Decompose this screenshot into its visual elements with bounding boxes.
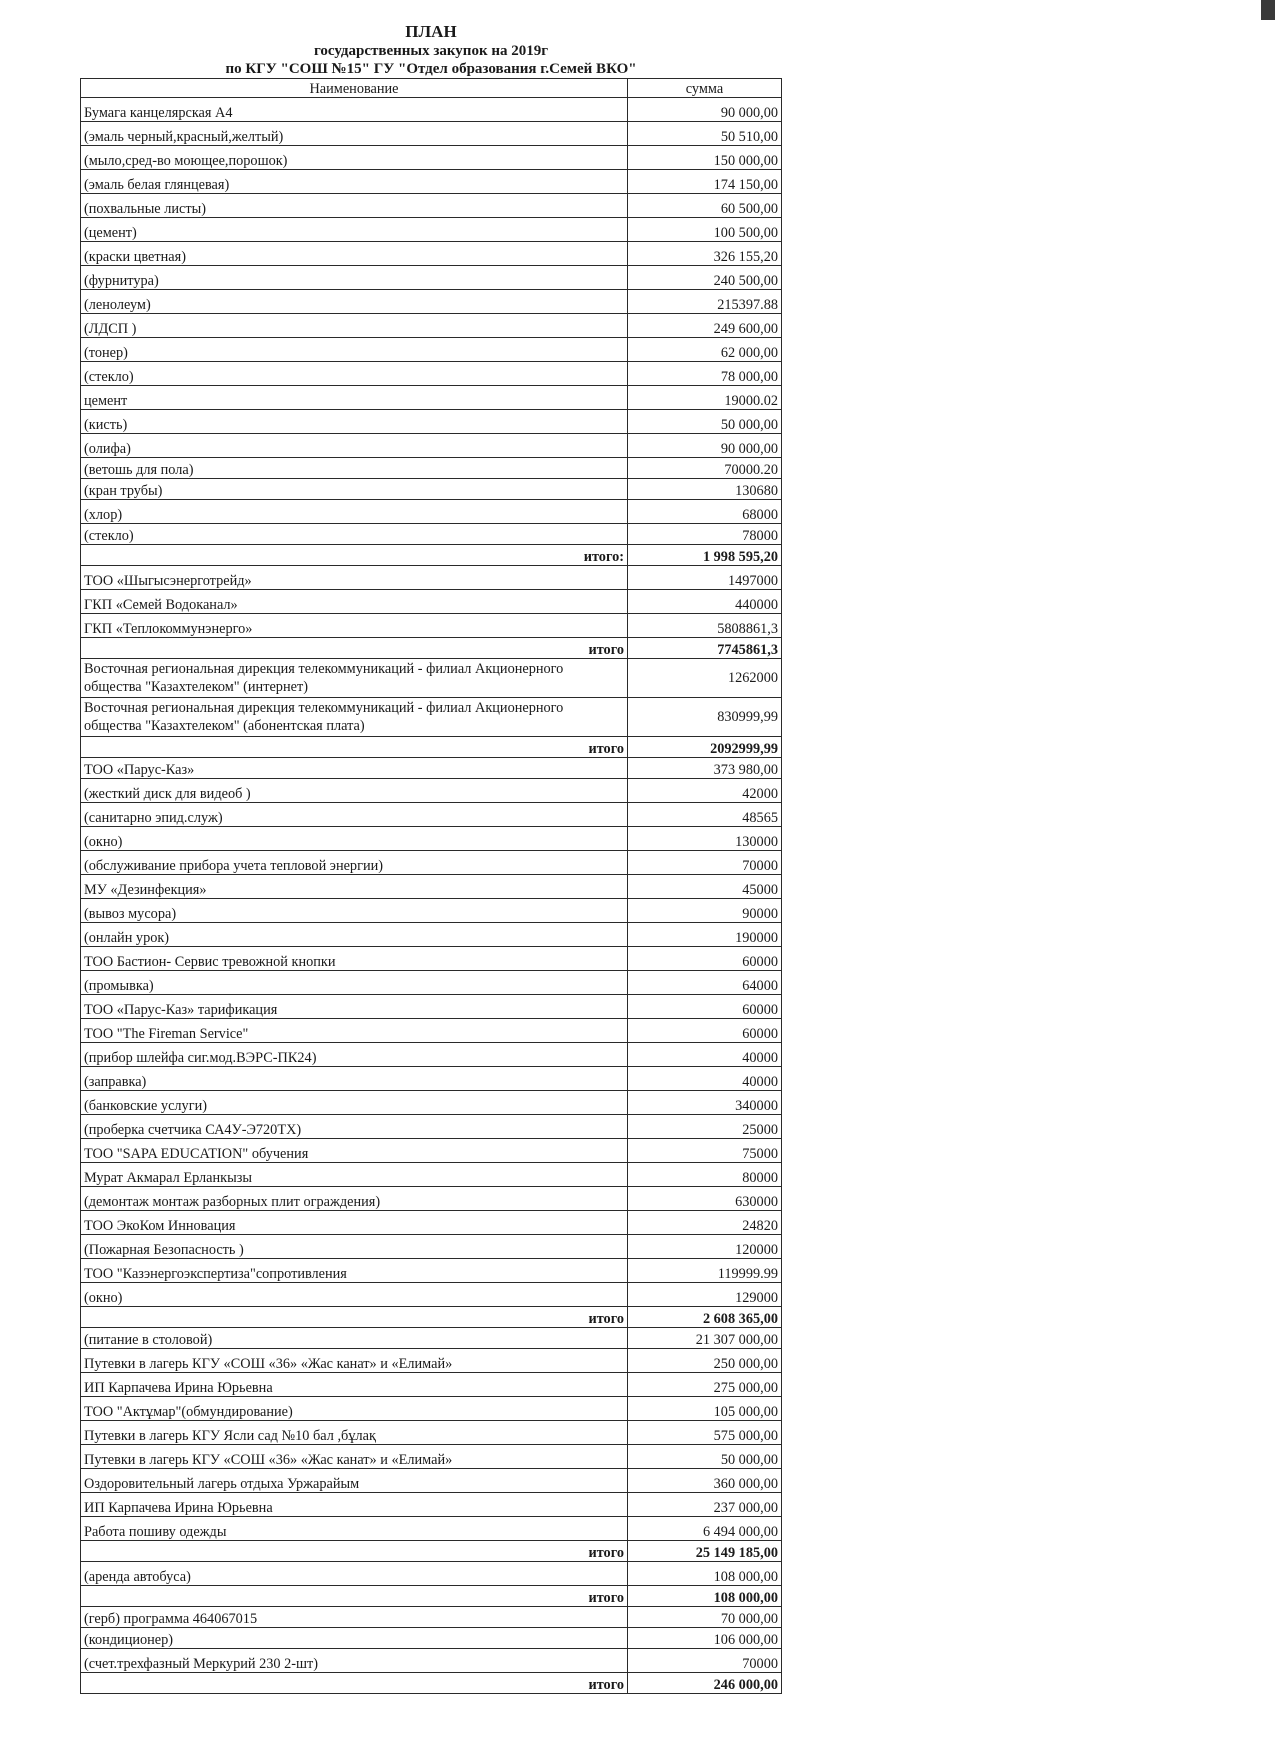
- item-amount: 25000: [628, 1115, 782, 1139]
- table-row: [81, 98, 782, 122]
- item-name: Работа пошиву одежды: [81, 1517, 628, 1541]
- total-label: итого: [81, 737, 628, 758]
- item-amount: 80000: [628, 1163, 782, 1187]
- item-name: ИП Карпачева Ирина Юрьевна: [81, 1493, 628, 1517]
- total-amount: 25 149 185,00: [628, 1541, 782, 1562]
- table-row: [81, 1211, 782, 1235]
- item-amount: 120000: [628, 1235, 782, 1259]
- item-amount: 174 150,00: [628, 170, 782, 194]
- item-name: ТОО Бастион- Сервис тревожной кнопки: [81, 947, 628, 971]
- item-amount: 70000: [628, 1649, 782, 1673]
- item-amount: 24820: [628, 1211, 782, 1235]
- table-total-row: [81, 1307, 782, 1328]
- item-amount: 340000: [628, 1091, 782, 1115]
- table-row: [81, 1235, 782, 1259]
- item-name: ТОО «Шыгысэнерготрейд»: [81, 566, 628, 590]
- item-name: (окно): [81, 827, 628, 851]
- table-row: [81, 1421, 782, 1445]
- table-total-row: [81, 638, 782, 659]
- table-row: [81, 386, 782, 410]
- table-row: [81, 362, 782, 386]
- table-header-row: [81, 79, 782, 98]
- item-name: (мыло,сред-во моющее,порошок): [81, 146, 628, 170]
- item-amount: 70000.20: [628, 458, 782, 479]
- table-row: [81, 1259, 782, 1283]
- table-total-row: [81, 737, 782, 758]
- item-amount: 70000: [628, 851, 782, 875]
- table-row: [81, 971, 782, 995]
- table-row: [81, 290, 782, 314]
- item-amount: 62 000,00: [628, 338, 782, 362]
- table-row: [81, 146, 782, 170]
- item-amount: 130680: [628, 479, 782, 500]
- item-amount: 50 000,00: [628, 410, 782, 434]
- item-name: (демонтаж монтаж разборных плит ограждения): [81, 1187, 628, 1211]
- item-amount: 75000: [628, 1139, 782, 1163]
- item-name: (прибор шлейфа сиг.мод.ВЭРС-ПК24): [81, 1043, 628, 1067]
- item-amount: 373 980,00: [628, 758, 782, 779]
- table-row: [81, 1019, 782, 1043]
- item-amount: 108 000,00: [628, 1562, 782, 1586]
- item-amount: 1497000: [628, 566, 782, 590]
- item-name: (ЛДСП ): [81, 314, 628, 338]
- item-name: Оздоровительный лагерь отдыха Уржарайым: [81, 1469, 628, 1493]
- item-amount: 360 000,00: [628, 1469, 782, 1493]
- item-name: (жесткий диск для видеоб ): [81, 779, 628, 803]
- item-amount: 237 000,00: [628, 1493, 782, 1517]
- item-amount: 60000: [628, 1019, 782, 1043]
- total-label: итого: [81, 1307, 628, 1328]
- item-amount: 326 155,20: [628, 242, 782, 266]
- table-row: [81, 458, 782, 479]
- document-title: ПЛАН: [405, 22, 457, 41]
- item-name: Восточная региональная дирекция телекоммуникаций - филиал Акционерного общества "Казахтелеком" (абонентская плата): [81, 698, 628, 737]
- table-row: [81, 1187, 782, 1211]
- table-row: [81, 1649, 782, 1673]
- table-row: [81, 1139, 782, 1163]
- table-row: [81, 1091, 782, 1115]
- item-name: (герб) программа 464067015: [81, 1607, 628, 1628]
- table-row: [81, 1628, 782, 1649]
- item-name: Путевки в лагерь КГУ «СОШ «36» «Жас канат» и «Елимай»: [81, 1445, 628, 1469]
- item-name: ТОО "Актұмар"(обмундирование): [81, 1397, 628, 1421]
- item-amount: 48565: [628, 803, 782, 827]
- item-amount: 630000: [628, 1187, 782, 1211]
- item-amount: 440000: [628, 590, 782, 614]
- item-name: (ленолеум): [81, 290, 628, 314]
- item-name: Бумага канцелярская А4: [81, 98, 628, 122]
- item-name: ТОО "Казэнергоэкспертиза"сопротивления: [81, 1259, 628, 1283]
- item-amount: 190000: [628, 923, 782, 947]
- item-name: ТОО «Парус-Каз»: [81, 758, 628, 779]
- item-name: (счет.трехфазный Меркурий 230 2-шт): [81, 1649, 628, 1673]
- item-amount: 64000: [628, 971, 782, 995]
- table-row: [81, 899, 782, 923]
- procurement-table-body: [81, 79, 782, 1694]
- table-total-row: [81, 545, 782, 566]
- table-row: [81, 194, 782, 218]
- total-amount: 2092999,99: [628, 737, 782, 758]
- table-row: [81, 659, 782, 698]
- item-name: (цемент): [81, 218, 628, 242]
- item-amount: 78 000,00: [628, 362, 782, 386]
- item-amount: 78000: [628, 524, 782, 545]
- item-amount: 60000: [628, 995, 782, 1019]
- item-name: Путевки в лагерь КГУ «СОШ «36» «Жас канат» и «Елимай»: [81, 1349, 628, 1373]
- table-row: [81, 242, 782, 266]
- item-name: (проберка счетчика СА4У-Э720ТХ): [81, 1115, 628, 1139]
- total-amount: 7745861,3: [628, 638, 782, 659]
- document-subtitle: государственных закупок на 2019г: [313, 43, 549, 59]
- item-name: (ветошь для пола): [81, 458, 628, 479]
- table-row: [81, 1445, 782, 1469]
- item-name: (санитарно эпид.служ): [81, 803, 628, 827]
- item-name: (Пожарная Безопасность ): [81, 1235, 628, 1259]
- table-row: [81, 170, 782, 194]
- table-row: [81, 479, 782, 500]
- item-name: МУ «Дезинфекция»: [81, 875, 628, 899]
- procurement-table: [80, 78, 782, 1694]
- table-row: [81, 524, 782, 545]
- table-row: [81, 314, 782, 338]
- item-amount: 90000: [628, 899, 782, 923]
- table-row: [81, 1283, 782, 1307]
- item-name: (олифа): [81, 434, 628, 458]
- table-row: [81, 1607, 782, 1628]
- table-row: [81, 851, 782, 875]
- table-row: [81, 779, 782, 803]
- total-amount: 1 998 595,20: [628, 545, 782, 566]
- table-row: [81, 1517, 782, 1541]
- item-amount: 106 000,00: [628, 1628, 782, 1649]
- table-row: [81, 923, 782, 947]
- table-row: [81, 614, 782, 638]
- table-row: [81, 1043, 782, 1067]
- table-row: [81, 338, 782, 362]
- item-amount: 68000: [628, 500, 782, 524]
- item-name: ТОО "The Fireman Service": [81, 1019, 628, 1043]
- table-row: [81, 1373, 782, 1397]
- table-row: [81, 410, 782, 434]
- table-row: [81, 1067, 782, 1091]
- item-amount: 19000.02: [628, 386, 782, 410]
- item-amount: 40000: [628, 1067, 782, 1091]
- item-name: (эмаль черный,красный,желтый): [81, 122, 628, 146]
- item-amount: 240 500,00: [628, 266, 782, 290]
- table-row: [81, 434, 782, 458]
- item-amount: 60000: [628, 947, 782, 971]
- item-amount: 129000: [628, 1283, 782, 1307]
- item-name: (стекло): [81, 362, 628, 386]
- item-name: цемент: [81, 386, 628, 410]
- item-amount: 215397.88: [628, 290, 782, 314]
- column-header-amount: сумма: [628, 79, 782, 98]
- item-name: ИП Карпачева Ирина Юрьевна: [81, 1373, 628, 1397]
- item-name: (кисть): [81, 410, 628, 434]
- column-header-name: Наименование: [81, 79, 628, 98]
- item-name: (заправка): [81, 1067, 628, 1091]
- item-name: (стекло): [81, 524, 628, 545]
- item-name: (окно): [81, 1283, 628, 1307]
- total-label: итого: [81, 1541, 628, 1562]
- item-name: (питание в столовой): [81, 1328, 628, 1349]
- item-amount: 45000: [628, 875, 782, 899]
- item-amount: 5808861,3: [628, 614, 782, 638]
- total-amount: 108 000,00: [628, 1586, 782, 1607]
- item-name: ГКП «Теплокоммунэнерго»: [81, 614, 628, 638]
- item-name: (хлор): [81, 500, 628, 524]
- table-row: [81, 1493, 782, 1517]
- item-amount: 70 000,00: [628, 1607, 782, 1628]
- table-row: [81, 1328, 782, 1349]
- table-row: [81, 266, 782, 290]
- item-amount: 275 000,00: [628, 1373, 782, 1397]
- item-name: (кондиционер): [81, 1628, 628, 1649]
- item-amount: 90 000,00: [628, 434, 782, 458]
- item-amount: 1262000: [628, 659, 782, 698]
- item-amount: 119999.99: [628, 1259, 782, 1283]
- total-label: итого: [81, 1586, 628, 1607]
- total-label: итого:: [81, 545, 628, 566]
- table-row: [81, 122, 782, 146]
- table-row: [81, 1349, 782, 1373]
- item-amount: 6 494 000,00: [628, 1517, 782, 1541]
- item-amount: 21 307 000,00: [628, 1328, 782, 1349]
- item-name: Путевки в лагерь КГУ Ясли сад №10 бал ,бұлақ: [81, 1421, 628, 1445]
- item-amount: 575 000,00: [628, 1421, 782, 1445]
- item-name: (онлайн урок): [81, 923, 628, 947]
- item-name: (тонер): [81, 338, 628, 362]
- total-label: итого: [81, 1673, 628, 1694]
- scan-edge-shadow: [1261, 0, 1275, 20]
- item-name: ТОО "SAPA EDUCATION" обучения: [81, 1139, 628, 1163]
- table-row: [81, 500, 782, 524]
- item-amount: 250 000,00: [628, 1349, 782, 1373]
- table-row: [81, 698, 782, 737]
- table-row: [81, 995, 782, 1019]
- item-amount: 150 000,00: [628, 146, 782, 170]
- table-row: [81, 827, 782, 851]
- item-amount: 830999,99: [628, 698, 782, 737]
- item-name: (похвальные листы): [81, 194, 628, 218]
- table-row: [81, 1115, 782, 1139]
- item-name: (обслуживание прибора учета тепловой энергии): [81, 851, 628, 875]
- table-row: [81, 566, 782, 590]
- item-name: (аренда автобуса): [81, 1562, 628, 1586]
- item-name: (краски цветная): [81, 242, 628, 266]
- item-amount: 50 510,00: [628, 122, 782, 146]
- item-name: ГКП «Семей Водоканал»: [81, 590, 628, 614]
- item-name: (фурнитура): [81, 266, 628, 290]
- item-name: ТОО ЭкоКом Инновация: [81, 1211, 628, 1235]
- item-name: (вывоз мусора): [81, 899, 628, 923]
- item-amount: 105 000,00: [628, 1397, 782, 1421]
- table-row: [81, 1397, 782, 1421]
- table-total-row: [81, 1586, 782, 1607]
- organization-line: по КГУ "СОШ №15" ГУ "Отдел образования г.Семей ВКО": [225, 61, 637, 77]
- item-name: (промывка): [81, 971, 628, 995]
- table-total-row: [81, 1673, 782, 1694]
- item-amount: 60 500,00: [628, 194, 782, 218]
- table-row: [81, 1562, 782, 1586]
- item-name: Восточная региональная дирекция телекоммуникаций - филиал Акционерного общества "Казахтелеком" (интернет): [81, 659, 628, 698]
- table-row: [81, 1469, 782, 1493]
- total-amount: 246 000,00: [628, 1673, 782, 1694]
- item-amount: 249 600,00: [628, 314, 782, 338]
- item-amount: 90 000,00: [628, 98, 782, 122]
- item-name: (банковские услуги): [81, 1091, 628, 1115]
- item-name: Мурат Акмарал Ерланкызы: [81, 1163, 628, 1187]
- item-name: (кран трубы): [81, 479, 628, 500]
- table-row: [81, 590, 782, 614]
- total-label: итого: [81, 638, 628, 659]
- table-row: [81, 947, 782, 971]
- item-amount: 42000: [628, 779, 782, 803]
- item-amount: 130000: [628, 827, 782, 851]
- table-row: [81, 803, 782, 827]
- table-row: [81, 1163, 782, 1187]
- item-amount: 50 000,00: [628, 1445, 782, 1469]
- table-row: [81, 875, 782, 899]
- table-row: [81, 218, 782, 242]
- item-name: (эмаль белая глянцевая): [81, 170, 628, 194]
- item-name: ТОО «Парус-Каз» тарификация: [81, 995, 628, 1019]
- table-row: [81, 758, 782, 779]
- item-amount: 100 500,00: [628, 218, 782, 242]
- table-total-row: [81, 1541, 782, 1562]
- total-amount: 2 608 365,00: [628, 1307, 782, 1328]
- item-amount: 40000: [628, 1043, 782, 1067]
